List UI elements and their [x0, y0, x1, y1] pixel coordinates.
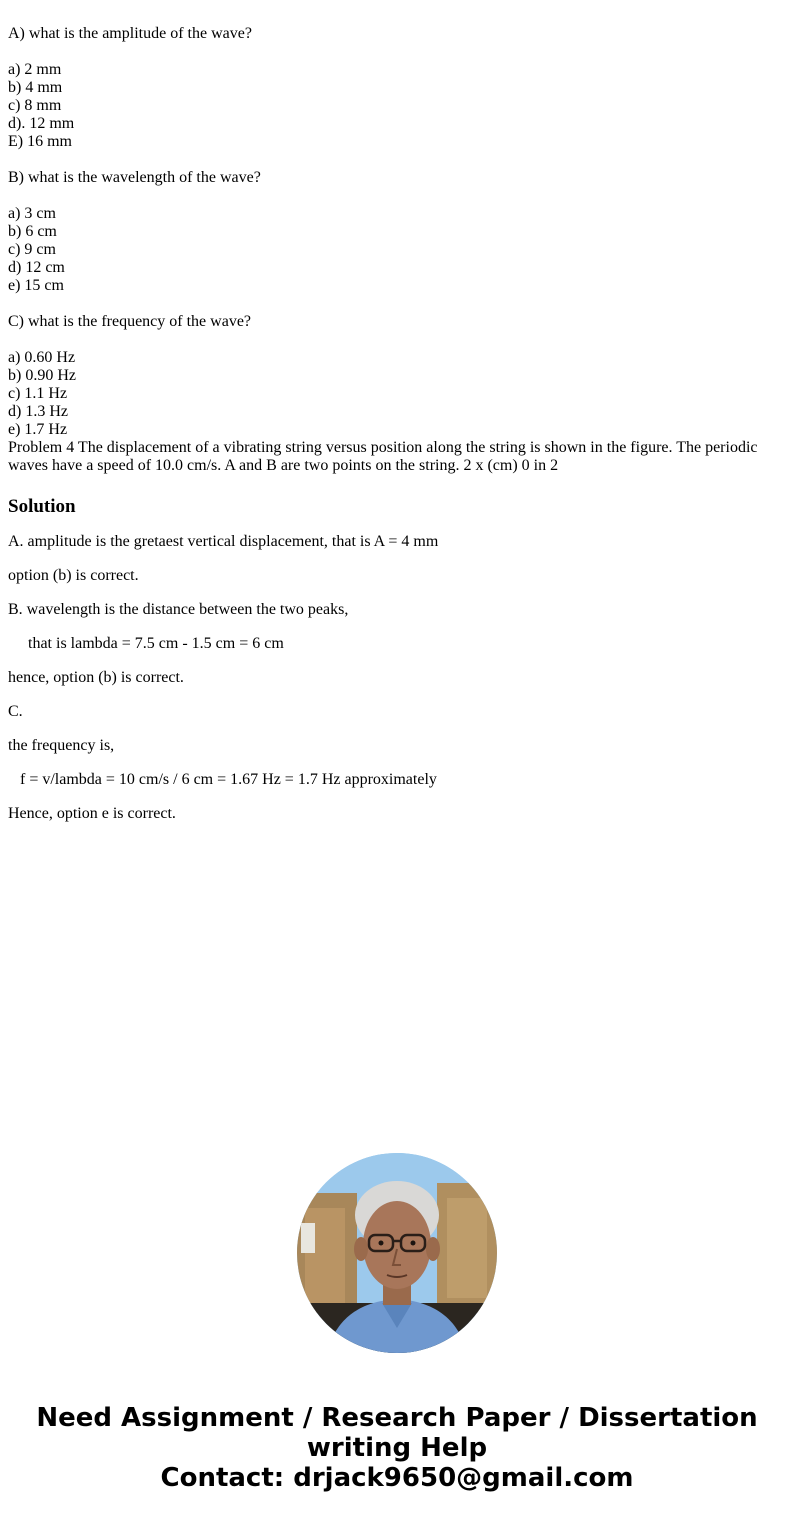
solution-paragraph: the frequency is,: [8, 737, 115, 754]
solution-paragraph: C.: [8, 703, 23, 720]
spacer: [8, 331, 778, 349]
option: a) 2 mm: [8, 61, 62, 78]
solution-paragraph: option (b) is correct.: [8, 567, 139, 584]
option: c) 9 cm: [8, 241, 56, 258]
option: e) 15 cm: [8, 277, 64, 294]
solution-paragraph: Hence, option e is correct.: [8, 805, 176, 822]
question-prompt: B) what is the wavelength of the wave?: [8, 169, 261, 186]
solution-paragraph: that is lambda = 7.5 cm - 1.5 cm = 6 cm: [8, 635, 284, 652]
question-c: [8, 313, 778, 439]
solution-paragraph: hence, option (b) is correct.: [8, 669, 184, 686]
document-body: [8, 25, 778, 823]
question-b: [8, 169, 778, 313]
option: b) 4 mm: [8, 79, 63, 96]
solution-body: [8, 533, 778, 823]
option: d). 12 mm: [8, 115, 75, 132]
banner-line: writing Help: [306, 1433, 488, 1463]
solution-heading: Solution: [8, 496, 76, 517]
solution-paragraph: f = v/lambda = 10 cm/s / 6 cm = 1.67 Hz = 1.7 Hz approximately: [8, 771, 437, 788]
option: b) 6 cm: [8, 223, 57, 240]
banner-line: Need Assignment / Research Paper / Dissertation: [36, 1403, 758, 1433]
spacer: [8, 187, 778, 205]
question-prompt: C) what is the frequency of the wave?: [8, 313, 252, 330]
solution-paragraph: B. wavelength is the distance between the two peaks,: [8, 601, 349, 618]
contact-banner: [0, 1403, 794, 1493]
question-prompt: A) what is the amplitude of the wave?: [8, 25, 252, 42]
option: e) 1.7 Hz: [8, 421, 68, 438]
solution-paragraph: A. amplitude is the gretaest vertical displacement, that is A = 4 mm: [8, 533, 439, 550]
contact-email: Contact: drjack9650@gmail.com: [160, 1463, 634, 1493]
option: b) 0.90 Hz: [8, 367, 76, 384]
option: c) 1.1 Hz: [8, 385, 68, 402]
option: d) 1.3 Hz: [8, 403, 68, 420]
option: a) 3 cm: [8, 205, 56, 222]
spacer: [8, 295, 778, 313]
option: d) 12 cm: [8, 259, 65, 276]
option: E) 16 mm: [8, 133, 72, 150]
spacer: [8, 43, 778, 61]
question-a: [8, 25, 778, 169]
option: c) 8 mm: [8, 97, 62, 114]
spacer: [8, 151, 778, 169]
problem-statement: Problem 4 The displacement of a vibrating string versus position along the string is shown in the figure. The periodic waves have a speed of 10.0 cm/s. A and B are two points on the string. 2 x (cm) 0 in 2: [8, 439, 758, 474]
author-avatar: [297, 1153, 497, 1353]
option: a) 0.60 Hz: [8, 349, 76, 366]
